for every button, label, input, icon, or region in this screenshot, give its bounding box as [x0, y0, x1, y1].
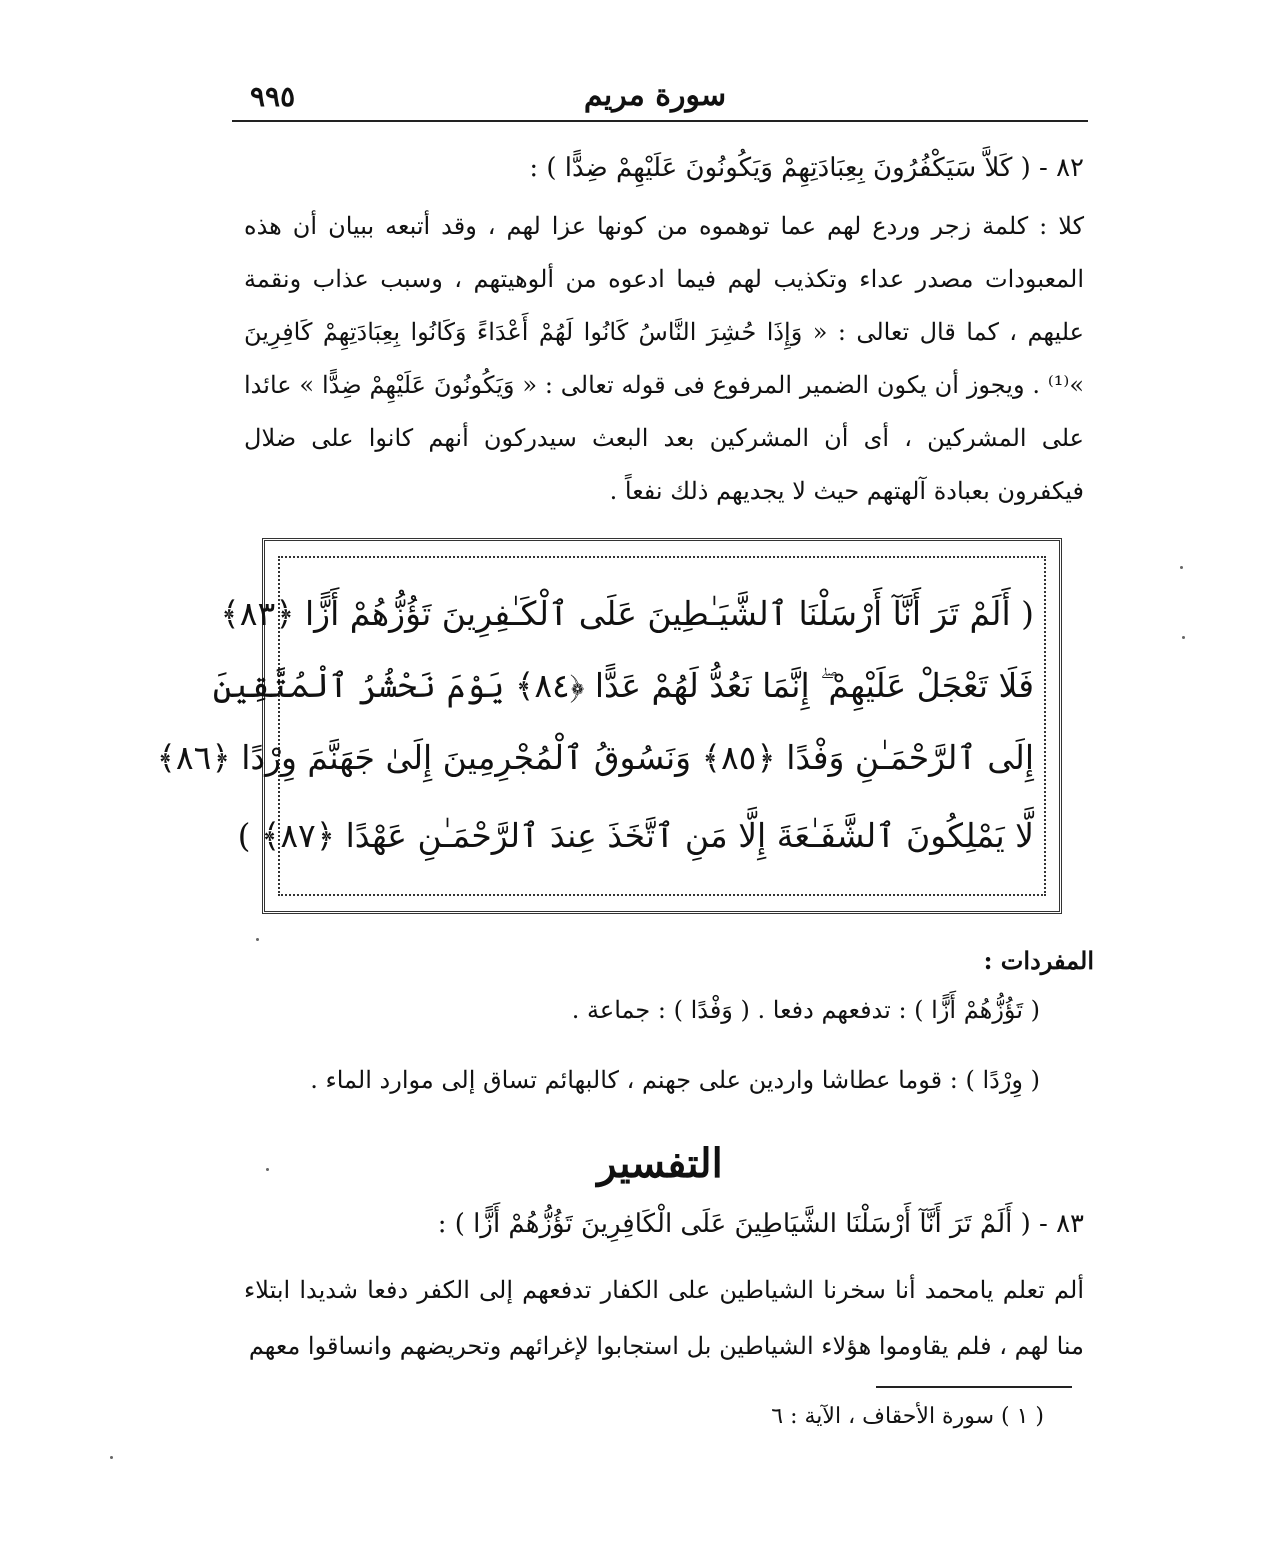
quran-line-1: ( أَلَمْ تَرَ أَنَّآ أَرْسَلْنَا ٱلشَّيَـٰطِينَ عَلَى ٱلْكَـٰفِرِينَ تَؤُزُّهُمْ أَزًّا ﴿٨٣﴾ — [220, 594, 1034, 633]
scan-speck — [266, 1168, 269, 1171]
scan-speck — [1182, 636, 1185, 639]
header-divider — [232, 120, 1088, 122]
vocabulary-item-1: ( تَؤُزُّهُمْ أَزًّا ) : تدفعهم دفعا . ( وَفْدًا ) : جماعة . — [571, 996, 1040, 1024]
scan-speck — [1180, 566, 1183, 569]
vocabulary-item-2: ( وِرْدًا ) : قوما عطاشا واردين على جهنم ، كالبهائم تساق إلى موارد الماء . — [310, 1066, 1040, 1094]
page-title: سورة مريم — [583, 78, 727, 113]
page-number: ٩٩٥ — [250, 80, 296, 113]
scan-speck — [110, 1456, 113, 1459]
quran-line-2: فَلَا تَعْجَلْ عَلَيْهِمْ ۖ إِنَّمَا نَعُدُّ لَهُمْ عَدًّا ﴿٨٤﴾ يَوْمَ نَحْشُرُ ٱلْمُتَّقِينَ — [212, 666, 1034, 705]
footnote: ( ١ ) سورة الأحقاف ، الآية : ٦ — [771, 1404, 1044, 1429]
commentary-82-paragraph: كلا : كلمة زجر وردع لهم عما توهموه من كونها عزا لهم ، وقد أتبعه ببيان أن هذه المعبودات مصدر عداء وتكذيب لهم فيما ادعوه من ألوهيتهم ، وسبب عذاب ونقمة عليهم ، كما قال تعالى : « وَإِذَا حُشِرَ النَّاسُ كَانُوا لَهُمْ أَعْدَاءً وَكَانُوا بِعِبَادَتِهِمْ كَافِرِينَ »⁽¹⁾ . ويجوز أن يكون الضمير المرفوع فى قوله تعالى : « وَيَكُونُونَ عَلَيْهِمْ ضِدًّا » عائدا على المشركين ، أى أن المشركين بعد البعث سيدركون أنهم كانوا على ضلال فيكفرون بعبادة آلهتهم حيث لا يجديهم ذلك نفعاً . — [244, 212, 1084, 505]
verse-82-heading: ٨٢ - ( كَلاَّ سَيَكْفُرُونَ بِعِبَادَتِهِمْ وَيَكُونُونَ عَلَيْهِمْ ضِدًّا ) : — [529, 153, 1084, 183]
vocabulary-label: المفردات : — [983, 946, 1094, 975]
scan-speck — [256, 938, 259, 941]
verse-83-heading: ٨٣ - ( أَلَمْ تَرَ أَنَّآ أَرْسَلْنَا الشَّيَاطِينَ عَلَى الْكَافِرِينَ تَؤُزُّهُمْ أَزًّا ) : — [437, 1209, 1084, 1239]
quran-line-3: إِلَى ٱلرَّحْمَـٰنِ وَفْدًا ﴿٨٥﴾ وَنَسُوقُ ٱلْمُجْرِمِينَ إِلَىٰ جَهَنَّمَ وِرْدًا ﴿٨٦﴾ — [156, 738, 1034, 777]
quran-line-4: لَّا يَمْلِكُونَ ٱلشَّفَـٰعَةَ إِلَّا مَنِ ٱتَّخَذَ عِندَ ٱلرَّحْمَـٰنِ عَهْدًا ﴿٨٧﴾ ) — [237, 816, 1034, 855]
tafsir-heading: التفسير — [597, 1140, 723, 1187]
footnote-divider — [876, 1386, 1072, 1388]
tafsir-paragraph: ألم تعلم يامحمد أنا سخرنا الشياطين على الكفار تدفعهم إلى الكفر دفعا شديدا ابتلاء منا لهم ، فلم يقاوموا هؤلاء الشياطين بل استجابوا لإغرائهم وتحريضهم وانساقوا معهم — [244, 1276, 1084, 1360]
